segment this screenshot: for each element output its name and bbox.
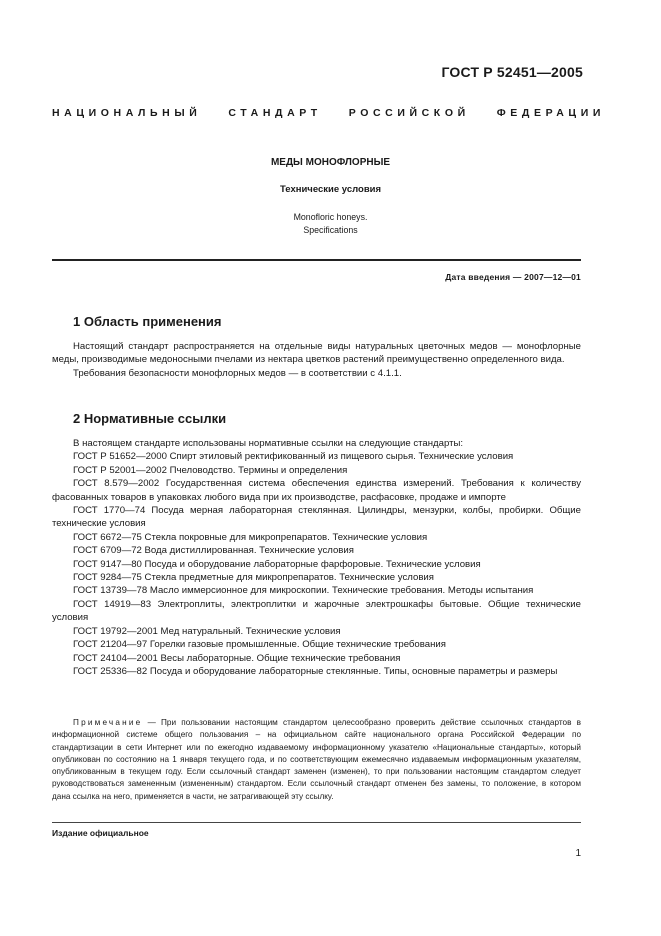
reference-item: ГОСТ 25336—82 Посуда и оборудование лабораторные стеклянные. Типы, основные параметры и размеры <box>73 665 558 677</box>
references-intro: В настоящем стандарте использованы нормативные ссылки на следующие стандарты: <box>73 438 464 449</box>
section-1-paragraph: Требования безопасности монофлорных медов — в соответствии с 4.1.1. <box>73 367 402 379</box>
reference-item: ГОСТ Р 51652—2000 Спирт этиловый ректификованный из пищевого сырья. Технические условия <box>73 451 514 463</box>
note-paragraph <box>52 717 581 803</box>
reference-item: ГОСТ 13739—78 Масло иммерсионное для микроскопии. Технические требования. Методы испытания <box>73 585 534 597</box>
footer-divider <box>52 822 581 823</box>
document-subtitle: Технические условия <box>279 184 382 195</box>
reference-item: ГОСТ 6672—75 Стекла покровные для микропрепаратов. Технические условия <box>73 531 428 543</box>
document-number: ГОСТ Р 52451—2005 <box>441 64 583 80</box>
reference-item: ГОСТ 6709—72 Вода дистиллированная. Технические условия <box>73 545 354 557</box>
title-divider <box>52 259 581 261</box>
reference-item: ГОСТ 1770—74 Посуда мерная лабораторная стеклянная. Цилиндры, мензурки, колбы, пробирки. Общие технические условия <box>52 505 581 530</box>
reference-item: ГОСТ 9284—75 Стекла предметные для микропрепаратов. Технические условия <box>73 572 434 584</box>
note-text: — При пользовании настоящим стандартом целесообразно проверить действие ссылочных стандартов в информационной системе общего пользования – на официальном сайте национального органа Российской Федерации по стандартизации в сети Интернет или по ежегодно издаваемому информационному указателю «Национальные стандарты», который опубликован по состоянию на 1 января текущего года, и по соответствующим ежемесячно издаваемым информационным указателям, опубликованным в текущем году. Если ссылочный стандарт заменен (изменен), то при пользовании настоящим стандартом следует руководствоваться замененным (измененным) стандартом. Если ссылочный стандарт отменен без замены, то положение, в котором дана ссылка на него, применяется в части, не затрагивающей эту ссылку. <box>52 718 581 801</box>
reference-item: ГОСТ 24104—2001 Весы лабораторные. Общие технические требования <box>73 652 401 664</box>
section-1-heading: 1 Область применения <box>73 314 222 329</box>
english-title <box>0 211 661 237</box>
english-title-line2: Specifications <box>303 225 358 235</box>
english-title-line1: Monofloric honeys. <box>293 212 368 222</box>
reference-item: ГОСТ 19792—2001 Мед натуральный. Технические условия <box>73 625 341 637</box>
introduction-date: Дата введения — 2007—12—01 <box>445 272 581 282</box>
reference-item: ГОСТ 14919—83 Электроплиты, электроплитки и жарочные электрошкафы бытовые. Общие технические условия <box>52 598 581 624</box>
section-2-body <box>52 437 581 678</box>
section-1-paragraph: Настоящий стандарт распространяется на отдельные виды натуральных цветочных медов — монофлорные меды, производимые медоносными пчелами из нектара цветков растений преимущественно определенного вида. <box>52 341 581 366</box>
standard-banner: НАЦИОНАЛЬНЫЙ СТАНДАРТ РОССИЙСКОЙ ФЕДЕРАЦИИ <box>52 107 605 119</box>
section-1-body <box>52 340 581 380</box>
edition-label: Издание официальное <box>52 828 149 838</box>
section-2-heading: 2 Нормативные ссылки <box>73 411 227 426</box>
reference-item: ГОСТ 9147—80 Посуда и оборудование лабораторные фарфоровые. Технические условия <box>73 558 481 570</box>
note-label: Примечание <box>73 718 143 727</box>
reference-item: ГОСТ Р 52001—2002 Пчеловодство. Термины и определения <box>73 464 348 476</box>
reference-item: ГОСТ 8.579—2002 Государственная система обеспечения единства измерений. Требования к количеству фасованных товаров в упаковках любого вида при их производстве, расфасовке, продаже и импорте <box>52 478 581 503</box>
page-number: 1 <box>575 848 581 859</box>
document-title: МЕДЫ МОНОФЛОРНЫЕ <box>270 157 391 168</box>
references-note <box>52 717 581 803</box>
reference-item: ГОСТ 21204—97 Горелки газовые промышленные. Общие технические требования <box>73 639 446 651</box>
